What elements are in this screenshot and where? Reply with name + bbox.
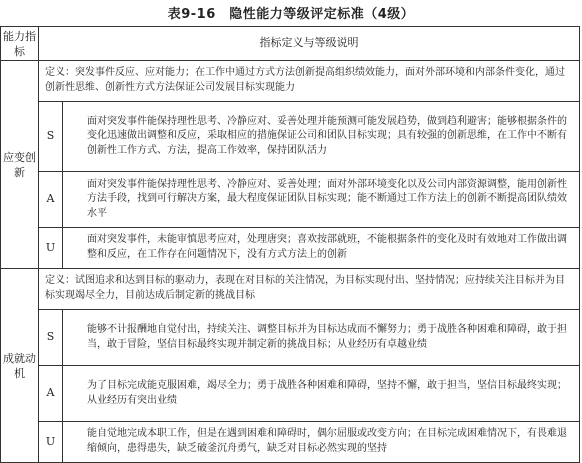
section-definition: 定义：试图追求和达到目标的驱动力，表现在对目标的关注情况，为目标实现付出、坚持情况；应持续关注目标并为目标实现竭尽全力，目前达成后制定新的挑战目标: [39, 269, 580, 310]
table-title: 表9-16 隐性能力等级评定标准（4级）: [167, 7, 415, 22]
header-row: [1, 27, 580, 61]
level-row: [1, 102, 580, 172]
level-description: 能自觉地完成本职工作，但是在遇到困难和障碍时，偶尔屈服或改变方向；在目标完成困难情况下，有畏难退缩倾向，患得患失，缺乏破釜沉舟勇气，缺乏对目标必然实现的坚持: [63, 422, 580, 463]
level-grade: U: [39, 422, 63, 463]
level-description: 为了目标完成能克服困难，竭尽全力；勇于战胜各种困难和障碍，坚持不懈，敢于担当，坚信目标最终实现；从业经历有突出业绩: [63, 366, 580, 422]
level-row: [1, 228, 580, 269]
level-grade: A: [39, 172, 63, 228]
section-name: 成就动机: [1, 269, 39, 463]
level-row: [1, 172, 580, 228]
level-description: 面对突发事件能保持理性思考、冷静应对、妥善处理；面对外部环境变化以及公司内部资源调整，能用创新性方法手段，找到可行解决方案，最大程度保证团队目标实现；能不断通过工作方法上的创新不断提高团队绩效水平: [63, 172, 580, 228]
header-ability-indicator: 能力指标: [1, 27, 39, 61]
level-row: [1, 422, 580, 463]
level-row: [1, 366, 580, 422]
section-definition-row: [1, 269, 580, 310]
level-grade: A: [39, 366, 63, 422]
header-definition: 指标定义与等级说明: [39, 27, 580, 61]
section-name: 应变创新: [1, 61, 39, 269]
level-description: 面对突发事件能保持理性思考、冷静应对、妥善处理并能预测可能发展趋势，做到趋利避害；能够根据条件的变化迅速做出调整和反应，采取相应的措施保证公司和团队目标实现；具有较强的创新思维，在工作中不断有创新性工作方式、方法，提高工作效率，保持团队活力: [63, 102, 580, 172]
level-row: [1, 310, 580, 366]
level-grade: S: [39, 310, 63, 366]
level-description: 面对突发事件，未能审慎思考应对，处理唐突；喜欢按部就班，不能根据条件的变化及时有效地对工作做出调整和反应，在工作存在问题情况下，没有方式方法上的创新: [63, 228, 580, 269]
level-grade: U: [39, 228, 63, 269]
section-definition: 定义：突发事件反应、应对能力；在工作中通过方式方法创新提高组织绩效能力，面对外部环境和内部条件变化，通过创新性思维、创新性方式方法保证公司发展目标实现能力: [39, 61, 580, 102]
level-grade: S: [39, 102, 63, 172]
standards-table: [0, 26, 580, 463]
section-definition-row: [1, 61, 580, 102]
level-description: 能够不计报酬地自觉付出，持续关注、调整目标并为目标达成而不懈努力；勇于战胜各种困难和障碍，敢于担当，敢于冒险，坚信目标最终实现并制定新的挑战目标；从业经历有卓越业绩: [63, 310, 580, 366]
